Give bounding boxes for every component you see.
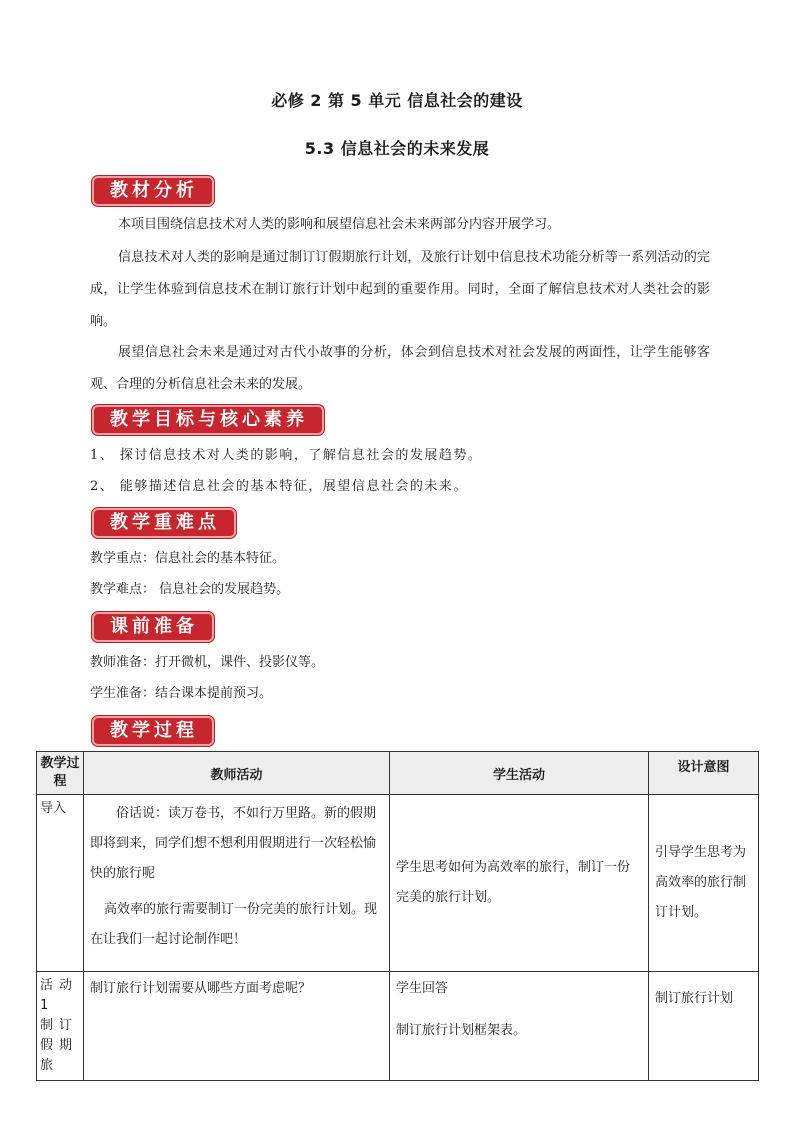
section-badge-preparation: 课前准备 <box>92 612 214 642</box>
student-activity-cell <box>390 795 649 972</box>
student-activity-text: 制订旅行计划框架表。 <box>396 1023 527 1038</box>
section-badge-key-points: 教学重难点 <box>92 508 236 538</box>
teacher-preparation: 教师准备：打开微机，课件、投影仪等。 <box>90 655 325 670</box>
student-activity-cell <box>390 972 649 1081</box>
header-teacher-activity: 教师活动 <box>84 752 390 795</box>
analysis-paragraph-1: 本项目围绕信息技术对人类的影响和展望信息社会未来两部分内容开展学习。 <box>118 217 561 232</box>
analysis-paragraph-3: 展望信息社会未来是通过对古代小故事的分析，体会到信息技术对社会发展的两面性，让学生能够客观、合理的分析信息社会未来的发展。 <box>90 345 710 392</box>
section-badge-goals: 教学目标与核心素养 <box>92 405 324 435</box>
design-intent-text: 制订旅行计划 <box>655 991 734 1006</box>
table-row <box>37 795 759 972</box>
goal-item-2: 2、 能够描述信息社会的基本特征，展望信息社会的未来。 <box>90 479 468 494</box>
header-design-intent: 设计意图 <box>649 752 759 795</box>
stage-cell: 活动 1 制订假期旅 <box>37 972 84 1081</box>
stage-cell: 导入 <box>37 795 84 972</box>
document-title: 必修 2 第 5 单元 信息社会的建设 <box>271 91 523 110</box>
design-intent-cell <box>649 795 759 972</box>
student-activity-text: 学生思考如何为高效率的旅行，制订一份完美的旅行计划。 <box>396 860 631 905</box>
goal-item-1: 1、 探讨信息技术对人类的影响，了解信息社会的发展趋势。 <box>90 448 483 463</box>
design-intent-cell <box>649 972 759 1081</box>
teacher-activity-text: 制订旅行计划需要从哪些方面考虑呢？ <box>90 981 312 996</box>
student-preparation: 学生准备：结合课本提前预习。 <box>90 686 273 701</box>
teacher-activity-cell <box>84 795 390 972</box>
teacher-activity-text: 俗话说：读万卷书，不如行万里路。新的假期即将到来，同学们想不想利用假期进行一次轻松愉快的旅行呢 <box>90 806 377 881</box>
student-activity-text: 学生回答 <box>396 981 449 996</box>
section-badge-analysis: 教材分析 <box>92 176 214 206</box>
design-intent-text: 引导学生思考为高效率的旅行制订计划。 <box>655 845 747 920</box>
analysis-paragraph-2: 信息技术对人类的影响是通过制订订假期旅行计划，及旅行计划中信息技术功能分析等一系列活动的完成，让学生体验到信息技术在制订旅行计划中起到的重要作用。同时，全面了解信息技术对人类社会的影响。 <box>90 250 710 329</box>
header-stage: 教学过程 <box>37 752 84 795</box>
teacher-activity-cell <box>84 972 390 1081</box>
teacher-activity-text: 高效率的旅行需要制订一份完美的旅行计划。现在让我们一起讨论制作吧！ <box>90 902 378 947</box>
table-row <box>37 972 759 1081</box>
teaching-focus: 教学重点：信息社会的基本特征。 <box>90 551 286 566</box>
lesson-title: 5.3 信息社会的未来发展 <box>304 139 490 158</box>
section-badge-process: 教学过程 <box>92 716 214 746</box>
teaching-process-table <box>36 751 759 1081</box>
header-student-activity: 学生活动 <box>390 752 649 795</box>
teaching-difficulty: 教学难点： 信息社会的发展趋势。 <box>90 582 290 597</box>
table-header-row <box>37 752 759 795</box>
